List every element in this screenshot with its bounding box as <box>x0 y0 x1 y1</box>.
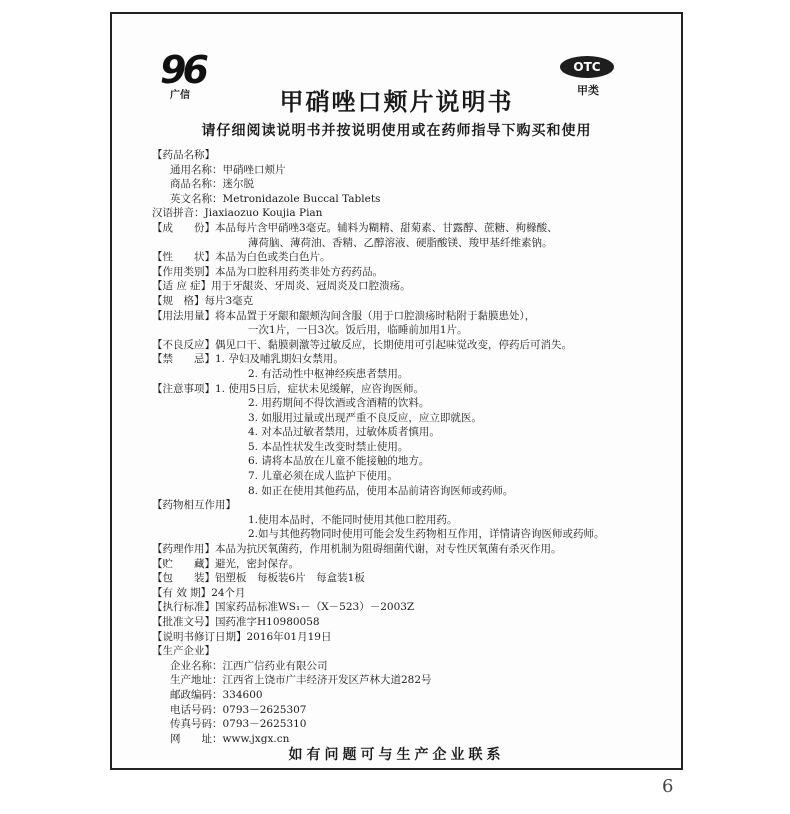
logo-name: 广信 <box>170 90 190 101</box>
manufacturer-phone-row <box>152 703 672 718</box>
field-label: 商品名称： <box>170 178 223 191</box>
field-label: 邮政编码： <box>170 688 223 701</box>
section-category <box>152 265 672 280</box>
section-label: 【生产企业】 <box>152 645 215 658</box>
field-label: 企业名称： <box>170 659 223 672</box>
precaution-item: 3. 如服用过量或出现严重不良反应，应立即就医。 <box>248 411 482 424</box>
precaution-item: 4. 对本品过敏者禁用，过敏体质者慎用。 <box>248 426 440 439</box>
ingredients-line-1: 本品每片含甲硝唑3毫克。辅料为糊精、甜菊素、甘露醇、蔗糖、枸橼酸、 <box>215 221 558 234</box>
manufacturer-address-row <box>152 673 672 688</box>
manufacturer-website: www.jxgx.cn <box>222 732 290 745</box>
section-label: 【药理作用】 <box>152 543 215 556</box>
section-storage <box>152 557 672 572</box>
section-pharmacology <box>152 542 672 557</box>
generic-name-row <box>152 163 672 178</box>
logo-number: 96 <box>160 48 205 92</box>
section-label: 【有 效 期】 <box>152 586 212 599</box>
manufacturer-postcode-row <box>152 688 672 703</box>
section-label: 【执行标准】 <box>152 601 215 614</box>
field-label: 电话号码： <box>170 703 223 716</box>
manufacturer-fax-row <box>152 717 672 732</box>
section-indications <box>152 279 672 294</box>
section-label: 【批准文号】 <box>152 616 215 628</box>
section-label: 【包 装】 <box>152 572 215 585</box>
precaution-item: 5. 本品性状发生改变时禁止使用。 <box>248 440 409 453</box>
section-label: 【作用类别】 <box>152 265 215 278</box>
otc-badge: OTC <box>560 56 614 78</box>
generic-name: 甲硝唑口颊片 <box>222 163 286 176</box>
validity-value: 24个月 <box>211 586 246 599</box>
manufacturer-address: 江西省上饶市广丰经济开发区芦林大道282号 <box>222 674 432 687</box>
precaution-item: 1. 使用5日后，症状未见缓解，应咨询医师。 <box>215 382 425 395</box>
section-label: 【药品名称】 <box>152 149 215 161</box>
section-ingredients <box>152 221 672 236</box>
section-revision <box>152 630 672 645</box>
precaution-item: 6. 请将本品放在儿童不能接触的地方。 <box>248 455 430 468</box>
field-label: 英文名称： <box>170 192 223 205</box>
interaction-item: 2.如与其他药物同时使用可能会发生药物相互作用，详情请咨询医师或药师。 <box>248 528 605 541</box>
manufacturer-fax: 0793－2625310 <box>222 718 307 731</box>
section-label: 【药物相互作用】 <box>152 499 236 512</box>
section-character <box>152 250 672 265</box>
field-label: 生产地址： <box>170 674 223 687</box>
section-label: 【禁 忌】 <box>152 353 215 366</box>
package-value: 铝塑板 每板装6片 每盒装1板 <box>215 572 365 585</box>
standard-value: 国家药品标准WS₁－（X－523）－2003Z <box>215 601 415 614</box>
pharmacology-value: 本品为抗厌氧菌药，作用机制为阻碍细菌代谢，对专性厌氧菌有杀灭作用。 <box>215 543 562 556</box>
category-value: 本品为口腔科用药类非处方药药品。 <box>215 265 383 278</box>
section-standard <box>152 600 672 615</box>
manufacturer-name: 江西广信药业有限公司 <box>222 659 328 672</box>
section-approval <box>152 615 672 630</box>
section-label: 【规 格】 <box>152 294 205 307</box>
pinyin-name: Jiaxiaozuo Koujia Pian <box>204 207 323 220</box>
document-title: 甲硝唑口颊片说明书 <box>279 88 514 116</box>
contraindication-item: 1. 孕妇及哺乳期妇女禁用。 <box>215 353 344 366</box>
section-label: 【说明书修订日期】 <box>152 630 247 643</box>
revision-value: 2016年01月19日 <box>246 630 332 643</box>
section-spec <box>152 294 672 309</box>
section-label: 【用法用量】 <box>152 309 215 322</box>
section-contraindications <box>152 352 672 367</box>
ingredients-line-2: 薄荷脑、薄荷油、香精、乙醇溶液、硬脂酸镁、羧甲基纤维素钠。 <box>248 236 553 249</box>
document-subtitle: 请仔细阅读说明书并按说明使用或在药师指导下购买和使用 <box>201 123 592 139</box>
page-number: 6 <box>662 776 674 797</box>
contraindication-item: 2. 有活动性中枢神经疾患者禁用。 <box>248 367 409 380</box>
section-label: 【性 状】 <box>152 251 215 264</box>
interaction-item: 1.使用本品时，不能同时使用其他口腔用药。 <box>248 513 458 526</box>
field-label: 网 址： <box>170 732 223 745</box>
trade-name: 迷尔脱 <box>222 178 254 191</box>
section-validity <box>152 586 672 601</box>
section-label: 【不良反应】 <box>152 338 215 351</box>
manufacturer-name-row <box>152 659 672 674</box>
precaution-item: 8. 如正在使用其他药品，使用本品前请咨询医师或药师。 <box>248 484 514 497</box>
usage-line-1: 将本品置于牙龈和龈颊沟间含服（用于口腔溃疡时粘附于黏膜患处）， <box>215 309 536 322</box>
section-label: 【成 份】 <box>152 221 215 234</box>
section-adverse <box>152 338 672 353</box>
section-manufacturer <box>152 644 672 659</box>
section-label: 【贮 藏】 <box>152 557 215 570</box>
english-name: Metronidazole Buccal Tablets <box>222 192 381 205</box>
footer-note: 如有问题可与生产企业联系 <box>288 747 505 763</box>
section-precautions <box>152 382 672 397</box>
section-drug-name <box>152 148 672 163</box>
precaution-item: 2. 用药期间不得饮酒或含酒精的饮料。 <box>248 397 430 410</box>
section-usage <box>152 309 672 324</box>
english-name-row <box>152 192 672 207</box>
manufacturer-postcode: 334600 <box>222 688 263 701</box>
section-label: 【适 应 症】 <box>152 280 212 293</box>
storage-value: 避光，密封保存。 <box>215 557 299 570</box>
manufacturer-phone: 0793－2625307 <box>222 703 307 716</box>
field-label: 汉语拼音： <box>152 207 205 220</box>
field-label: 传真号码： <box>170 718 223 731</box>
usage-line-2: 一次1片，一日3次。饭后用，临睡前加用1片。 <box>248 324 468 337</box>
approval-value: 国药准字H10980058 <box>215 616 320 628</box>
adverse-value: 偶见口干、黏膜刺激等过敏反应，长期使用可引起味觉改变，停药后可消失。 <box>215 338 572 351</box>
leaflet-content <box>152 148 672 746</box>
field-label: 通用名称： <box>170 163 223 176</box>
character-value: 本品为白色或类白色片。 <box>215 251 331 264</box>
pinyin-name-row <box>152 206 672 221</box>
trade-name-row <box>152 177 672 192</box>
section-interactions <box>152 498 672 513</box>
section-label: 【注意事项】 <box>152 382 215 395</box>
precaution-item: 7. 儿童必须在成人监护下使用。 <box>248 470 398 483</box>
otc-class: 甲类 <box>577 84 599 97</box>
indications-value: 用于牙龈炎、牙周炎、冠周炎及口腔溃疡。 <box>211 280 411 293</box>
spec-value: 每片3毫克 <box>204 294 254 307</box>
section-package <box>152 571 672 586</box>
leaflet-sheet <box>110 12 683 770</box>
